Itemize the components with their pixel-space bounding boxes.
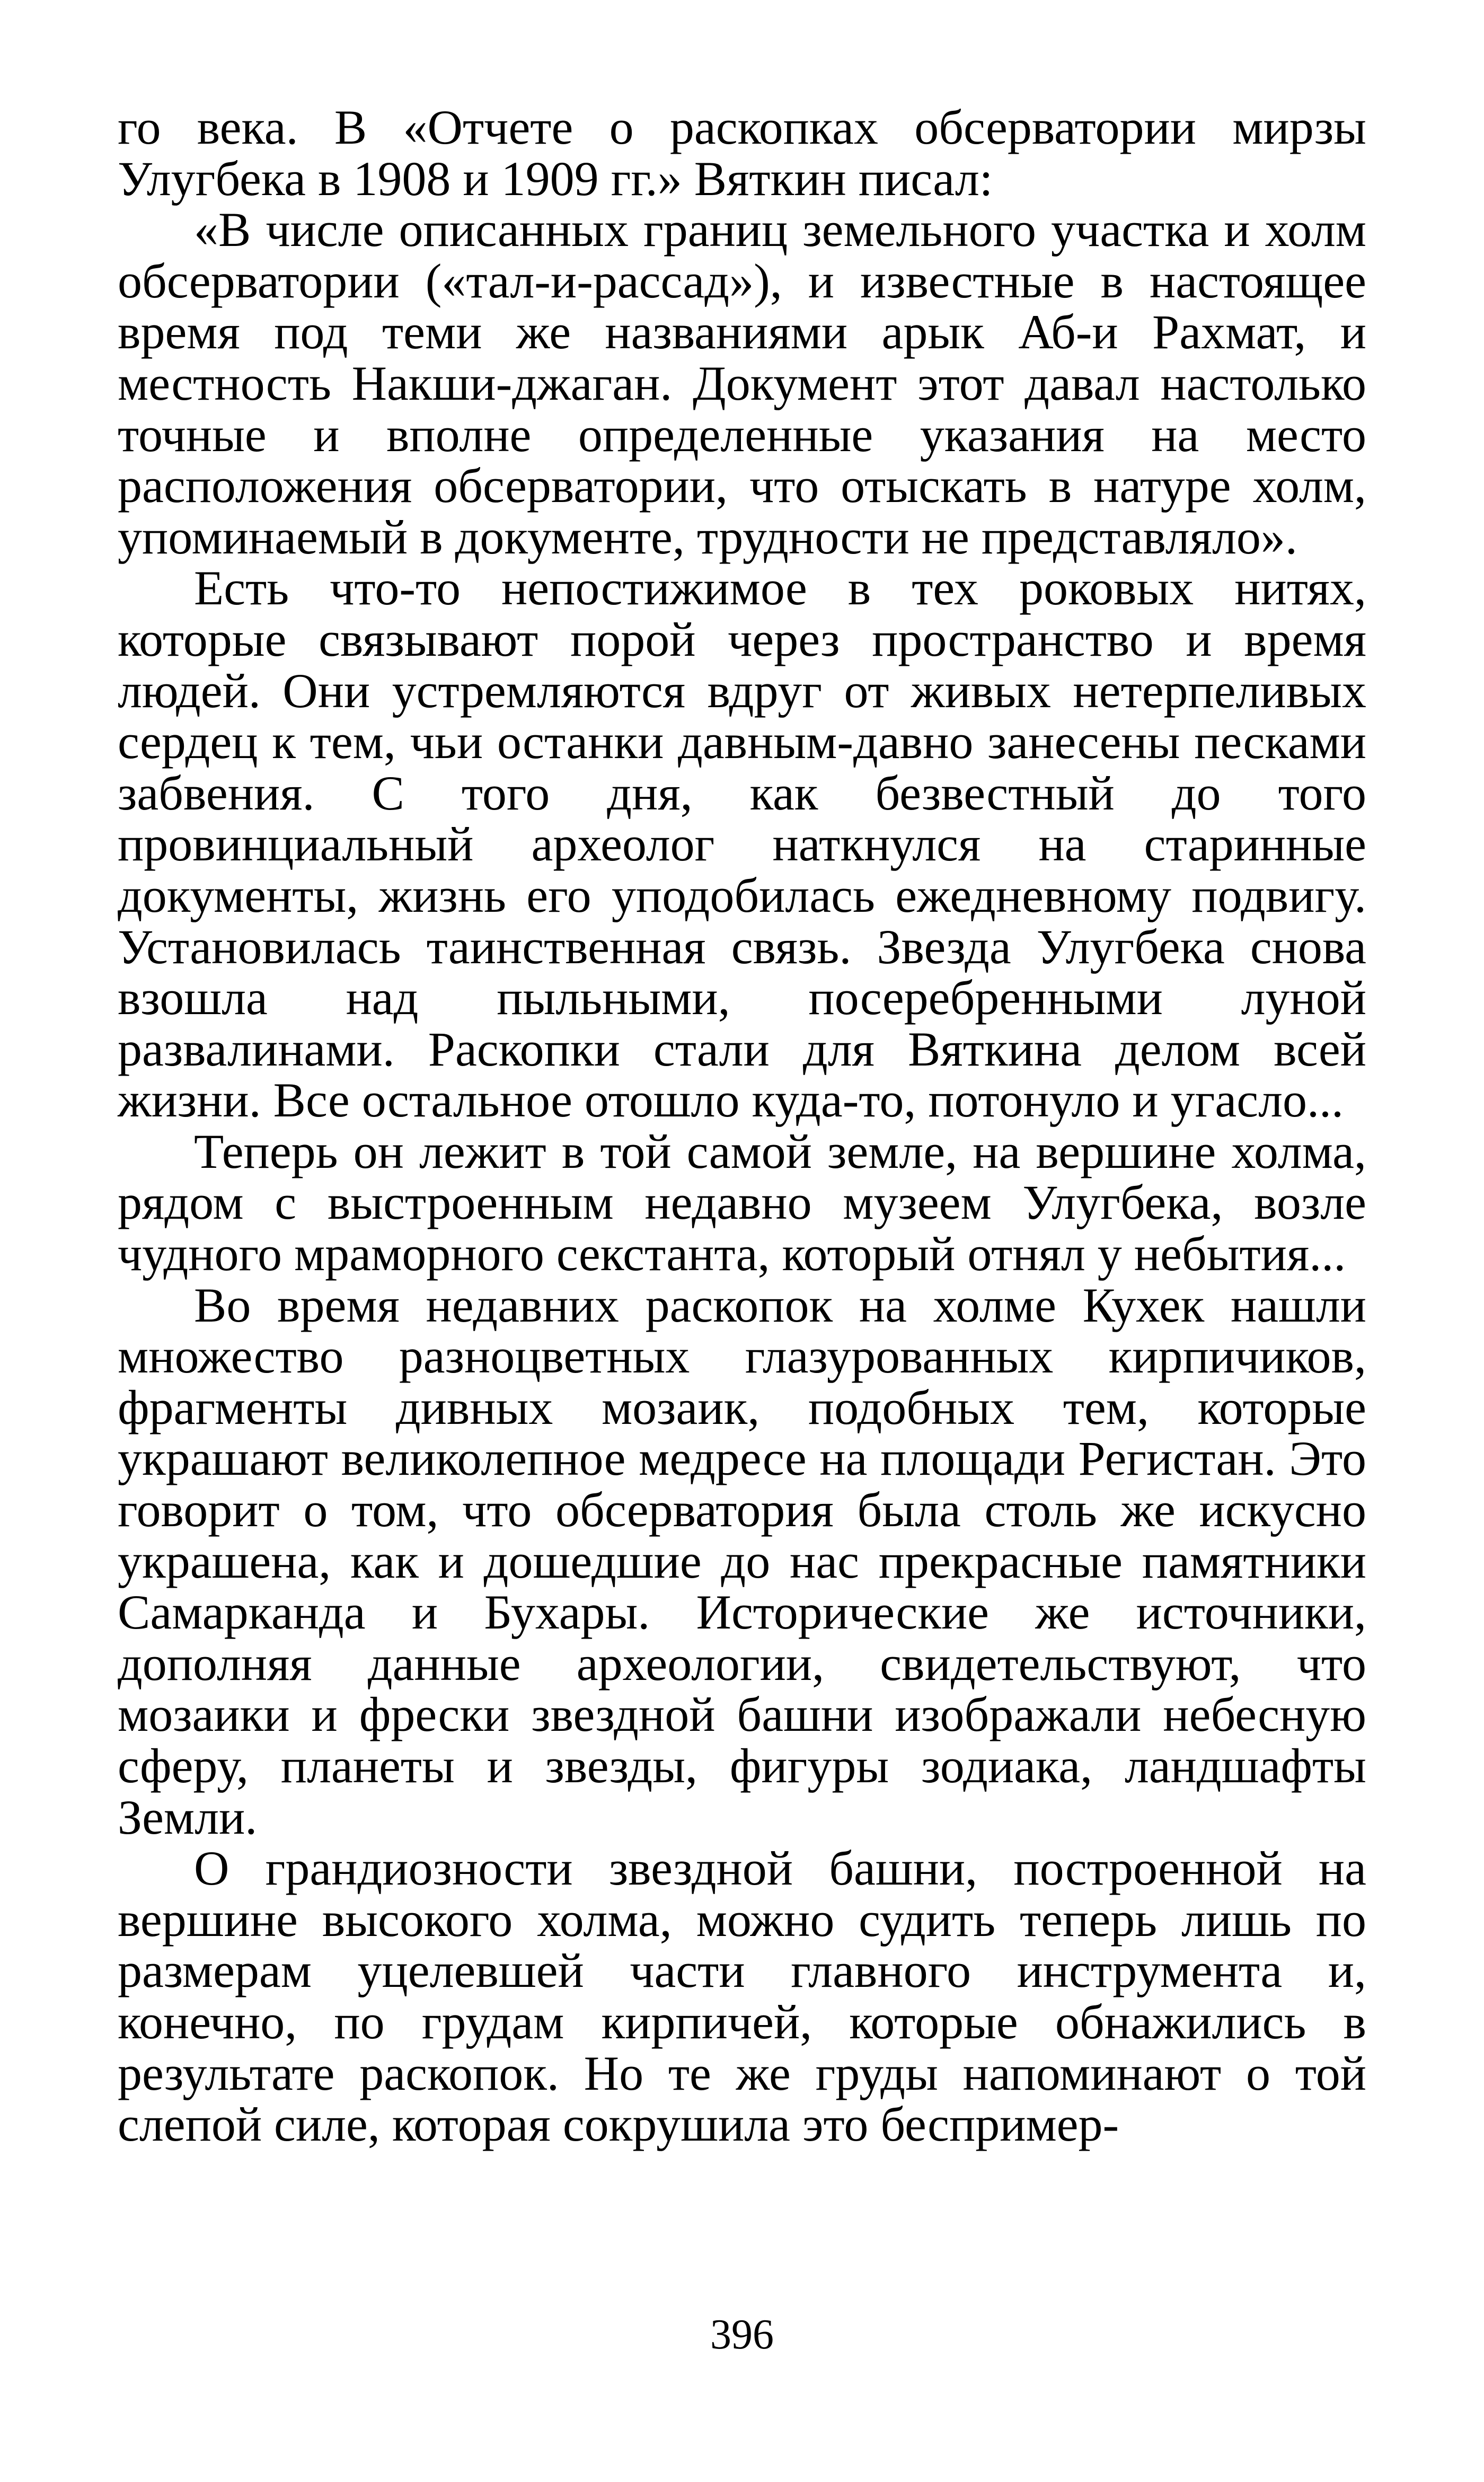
paragraph: Теперь он лежит в той самой земле, на вершине холма, рядом с выстроенным недавно музеем Улугбека, возле чудного мраморного секстанта, который отнял у небытия...: [118, 1124, 1366, 1281]
paragraph-quote: «В числе описанных границ земельного участка и холм обсерватории («тал-и-рассад»), и известные в настоящее время под теми же названиями арык Аб-и Рахмат, и местность Накши-джаган. Документ этот давал настолько точные и вполне определенные указания на место расположения обсерватории, что отыскать в натуре холм, упоминаемый в документе, трудности не представляло».: [118, 203, 1366, 564]
paragraph: Есть что-то непостижимое в тех роковых нитях, которые связывают порой через пространство и время людей. Они устремляются вдруг от живых нетерпеливых сердец к тем, чьи останки давным-давно занесены песками забвения. С того дня, как безвестный до того провинциальный археолог наткнулся на старинные документы, жизнь его уподобилась ежедневному подвигу. Установилась таинственная связь. Звезда Улугбека снова взошла над пыльными, посеребренными луной развалинами. Раскопки стали для Вяткина делом всей жизни. Все остальное отошло куда-то, потонуло и угасло...: [118, 561, 1366, 1128]
paragraph-continuation: го века. В «Отчете о раскопках обсерватории мирзы Улугбека в 1908 и 1909 гг.» Вяткин писал:: [118, 100, 1366, 206]
paragraph: Во время недавних раскопок на холме Кухек нашли множество разноцветных глазурованных кирпичиков, фрагменты дивных мозаик, подобных тем, которые украшают великолепное медресе на площади Регистан. Это говорит о том, что обсерватория была столь же искусно украшена, как и дошедшие до нас прекрасные памятники Самарканда и Бухары. Исторические же источники, дополняя данные археологии, свидетельствуют, что мозаики и фрески звездной башни изображали небесную сферу, планеты и звезды, фигуры зодиака, ландшафты Земли.: [118, 1278, 1366, 1844]
body-text: [118, 102, 1366, 2150]
page-number: 396: [710, 2311, 774, 2358]
paragraph: О грандиозности звездной башни, построенной на вершине высокого холма, можно судить теперь лишь по размерам уцелевшей части главного инструмента и, конечно, по грудам кирпичей, которые обнажились в результате раскопок. Но те же груды напоминают о той слепой силе, которая сокрушила это беспример-: [118, 1841, 1366, 2152]
